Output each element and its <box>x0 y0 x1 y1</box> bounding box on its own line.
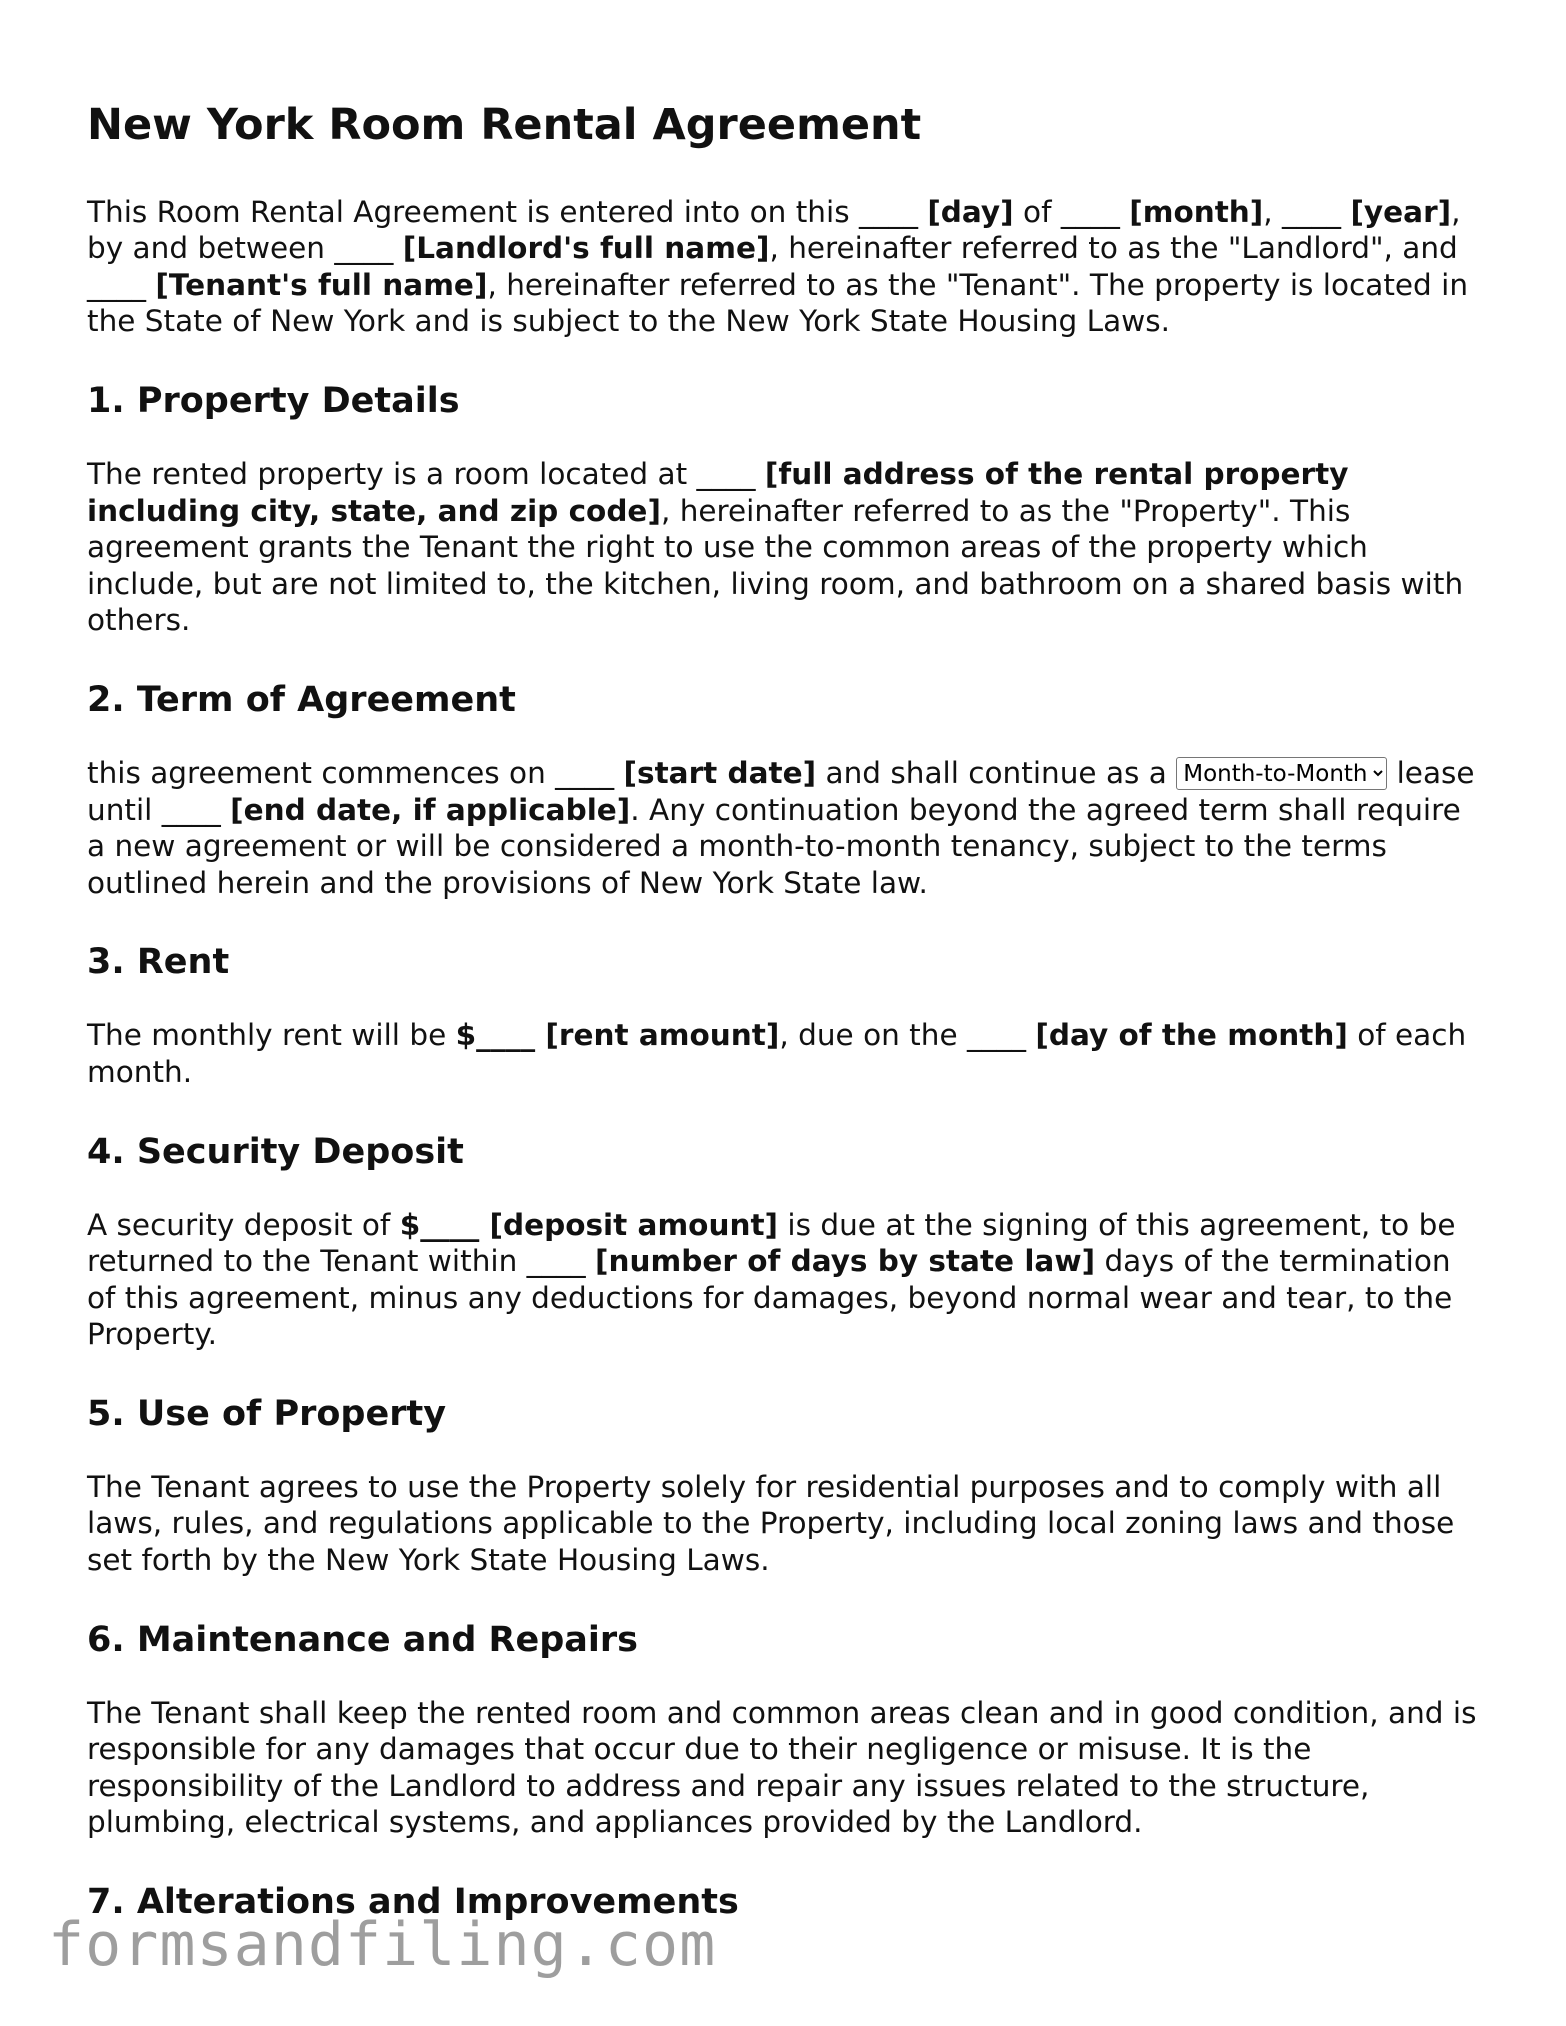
document-page <box>87 100 1487 1957</box>
address-placeholder: [full address of the rental property including city, state, and zip code] <box>87 456 1349 528</box>
intro-text: This Room Rental Agreement is entered into on this ____ <box>87 194 928 229</box>
security-deposit-paragraph <box>87 1207 1487 1353</box>
section-text: , due on the ____ <box>779 1018 1036 1053</box>
section-text: . Any continuation beyond the agreed term shall require a new agreement or will be considered a month-to-month tenancy, subject to the terms outlined herein and the provisions of New York State law. <box>87 792 1461 900</box>
year-placeholder: [year] <box>1350 194 1452 229</box>
section-heading-security-deposit: 4. Security Deposit <box>87 1131 464 1172</box>
section-text: this agreement commences on ____ <box>87 755 624 790</box>
section-text: days of the termination of this agreement, minus any deductions for damages, beyond normal wear and tear, to the Property. <box>87 1244 1453 1352</box>
section-heading-rent: 3. Rent <box>87 942 230 983</box>
section-text: is due at the signing of this agreement, to be returned to the Tenant within ____ <box>87 1207 1456 1279</box>
page-title: New York Room Rental Agreement <box>87 100 922 150</box>
month-placeholder: [month] <box>1129 194 1264 229</box>
landlord-name-placeholder: [Landlord's full name] <box>402 231 770 266</box>
section-text: of each month. <box>87 1018 1467 1089</box>
property-details-paragraph <box>87 456 1487 639</box>
section-text: A security deposit of <box>87 1207 400 1242</box>
section-heading-term: 2. Term of Agreement <box>87 679 516 720</box>
intro-text: , by and between ____ <box>87 194 1461 266</box>
section-heading-alterations: 7. Alterations and Improvements <box>87 1882 739 1923</box>
watermark: formsandfiling.com <box>48 1910 717 1980</box>
intro-text: , ____ <box>1263 194 1351 229</box>
section-text: and shall continue as a <box>816 755 1177 790</box>
section-text: The monthly rent will be <box>87 1018 456 1053</box>
end-date-placeholder: [end date, if applicable] <box>230 792 631 827</box>
start-date-placeholder: [start date] <box>623 755 817 790</box>
return-days-placeholder: [number of days by state law] <box>595 1244 1096 1279</box>
lease-type-select[interactable] <box>1176 757 1387 790</box>
tenant-name-placeholder: [Tenant's full name] <box>155 267 488 302</box>
section-text: , hereinafter referred to as the "Property". This agreement grants the Tenant the right to use the common areas of the property which include, but are not limited to, the kitchen, living room, and bathroom on a shared basis with others. <box>87 493 1464 638</box>
rent-paragraph <box>87 1017 1487 1090</box>
deposit-amount-placeholder: $____ [deposit amount] <box>399 1207 779 1242</box>
intro-text: , hereinafter referred to as the "Landlord", and ____ <box>87 231 1458 302</box>
intro-paragraph <box>87 194 1487 340</box>
term-paragraph <box>87 755 1487 901</box>
use-of-property-paragraph: The Tenant agrees to use the Property solely for residential purposes and to comply with all laws, rules, and regulations applicable to the Property, including local zoning laws and those set forth by the New York State Housing Laws. <box>87 1469 1455 1578</box>
intro-text: , hereinafter referred to as the "Tenant". The property is located in the State of New York and is subject to the New York State Housing Laws. <box>87 267 1469 339</box>
section-heading-property-details: 1. Property Details <box>87 380 460 421</box>
section-text: The rented property is a room located at ____ <box>87 456 765 491</box>
maintenance-paragraph: The Tenant shall keep the rented room and common areas clean and in good condition, and is responsible for any damages that occur due to their negligence or misuse. It is the responsibility of the Landlord to address and repair any issues related to the structure, plumbing, electrical systems, and appliances provided by the Landlord. <box>87 1695 1477 1840</box>
day-placeholder: [day] <box>927 194 1014 229</box>
section-heading-use-of-property: 5. Use of Property <box>87 1393 447 1434</box>
due-day-placeholder: [day of the month] <box>1035 1018 1348 1053</box>
section-heading-maintenance: 6. Maintenance and Repairs <box>87 1619 639 1660</box>
intro-text: of ____ <box>1013 194 1130 229</box>
section-text: lease until ____ <box>87 755 1475 827</box>
rent-amount-placeholder: $____ [rent amount] <box>455 1018 780 1053</box>
